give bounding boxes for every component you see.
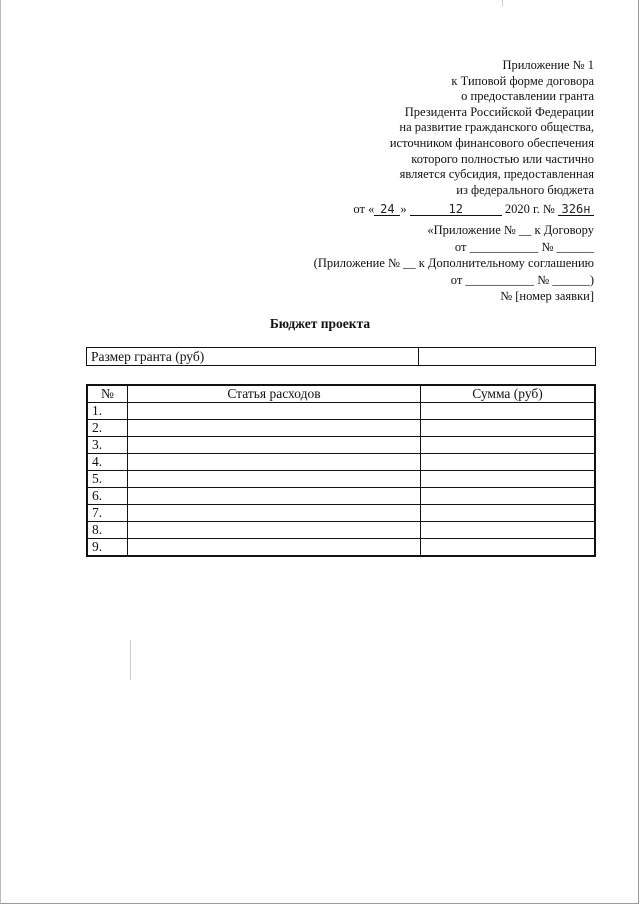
header-line: к Типовой форме договора <box>451 73 594 88</box>
scan-artifact-line <box>130 640 131 680</box>
table-row <box>87 488 595 505</box>
table-row <box>87 471 595 488</box>
table-row <box>87 348 596 366</box>
column-header-sum: Сумма (руб) <box>421 385 596 403</box>
sum-cell[interactable] <box>421 522 596 539</box>
sum-cell[interactable] <box>421 471 596 488</box>
date-prefix: от « <box>353 202 375 217</box>
grant-size-table <box>86 347 596 366</box>
row-number: 8. <box>87 522 128 539</box>
grant-label: Размер гранта (руб) <box>87 348 419 366</box>
header-line: которого полностью или частично <box>411 151 594 166</box>
table-row <box>87 437 595 454</box>
row-number: 1. <box>87 403 128 420</box>
header-line: из федерального бюджета <box>456 182 594 197</box>
budget-table <box>86 384 596 557</box>
order-date-line <box>353 202 594 218</box>
expense-item-cell[interactable] <box>128 505 421 522</box>
column-header-number: № <box>87 385 128 403</box>
table-row <box>87 454 595 471</box>
expense-item-cell[interactable] <box>128 539 421 557</box>
date-separator: » <box>400 202 407 217</box>
expense-item-cell[interactable] <box>128 403 421 420</box>
column-header-item: Статья расходов <box>128 385 421 403</box>
header-line: на развитие гражданского общества, <box>399 120 594 135</box>
ref-line: от ___________ № ______ <box>454 239 594 254</box>
expense-item-cell[interactable] <box>128 437 421 454</box>
row-number: 3. <box>87 437 128 454</box>
expense-item-cell[interactable] <box>128 522 421 539</box>
table-row <box>87 420 595 437</box>
sum-cell[interactable] <box>421 420 596 437</box>
expense-item-cell[interactable] <box>128 420 421 437</box>
date-year: 2020 г. № <box>504 202 555 217</box>
ref-line: (Приложение № __ к Дополнительному соглашению <box>313 256 594 270</box>
ref-line: от ___________ № ______) <box>450 272 594 287</box>
table-row <box>87 539 595 557</box>
expense-item-cell[interactable] <box>128 454 421 471</box>
row-number: 2. <box>87 420 128 437</box>
date-day: 24 <box>374 203 400 216</box>
header-line: Приложение № 1 <box>502 58 594 72</box>
header-line: о предоставлении гранта <box>461 89 594 104</box>
header-line: является субсидия, предоставленная <box>399 167 594 182</box>
page-title: Бюджет проекта <box>269 316 371 331</box>
ref-line: № [номер заявки] <box>500 289 594 303</box>
sum-cell[interactable] <box>421 488 596 505</box>
sum-cell[interactable] <box>421 403 596 420</box>
row-number: 7. <box>87 505 128 522</box>
header-line: источником финансового обеспечения <box>389 135 594 150</box>
row-number: 9. <box>87 539 128 557</box>
table-header-row <box>87 385 595 403</box>
table-row <box>87 403 595 420</box>
row-number: 4. <box>87 454 128 471</box>
date-month: 12 <box>410 203 502 216</box>
sum-cell[interactable] <box>421 437 596 454</box>
ref-line: «Приложение № __ к Договору <box>427 223 594 237</box>
scan-artifact-line <box>502 0 503 6</box>
sum-cell[interactable] <box>421 454 596 471</box>
table-row <box>87 505 595 522</box>
document-number: 326н <box>558 203 594 216</box>
row-number: 6. <box>87 488 128 505</box>
grant-value-cell[interactable] <box>419 348 596 366</box>
header-line: Президента Российской Федерации <box>404 104 594 119</box>
row-number: 5. <box>87 471 128 488</box>
sum-cell[interactable] <box>421 505 596 522</box>
sum-cell[interactable] <box>421 539 596 557</box>
expense-item-cell[interactable] <box>128 488 421 505</box>
table-row <box>87 522 595 539</box>
reference-block <box>314 222 594 305</box>
expense-item-cell[interactable] <box>128 471 421 488</box>
appendix-header <box>353 58 594 218</box>
